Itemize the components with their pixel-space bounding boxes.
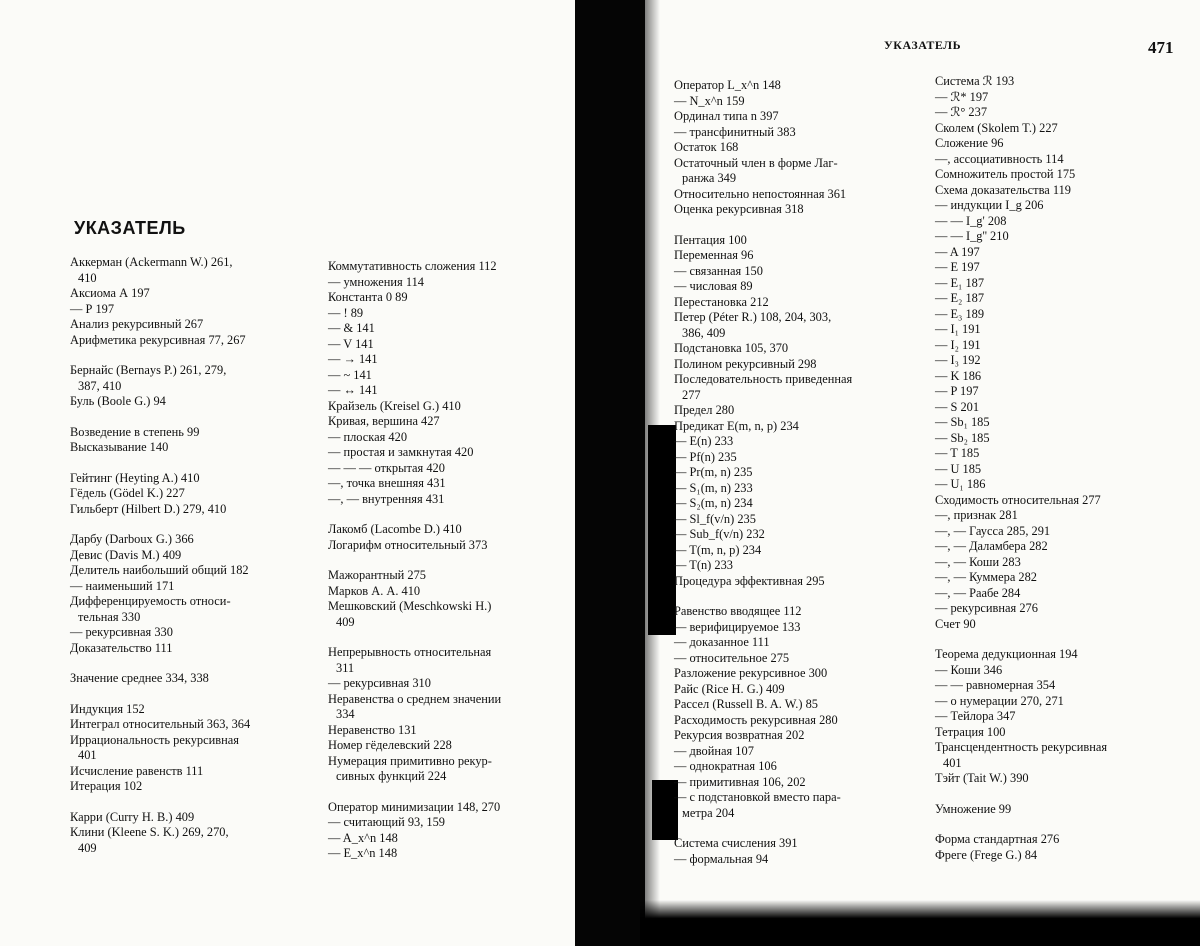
index-entry: Ординал типа n 397 bbox=[674, 109, 779, 123]
index-entry: Оператор L_x^n 148 bbox=[674, 78, 781, 92]
index-entry-continuation: ранжа 349 bbox=[682, 171, 737, 185]
index-entry: Дарбу (Darboux G.) 366 bbox=[70, 532, 194, 546]
index-entry: Неравенство 131 bbox=[328, 722, 417, 737]
index-entry: Тетрация 100 bbox=[935, 724, 1006, 739]
index-entry: Аксиома А 197 bbox=[70, 286, 150, 300]
index-entry: — Sb₂ 185 bbox=[935, 430, 990, 445]
index-entry: Доказательство 111 bbox=[70, 640, 173, 655]
index-entry: — I₃ 192 bbox=[935, 353, 981, 367]
index-entry: Полином рекурсивный 298 bbox=[674, 356, 817, 371]
index-entry: —, — Куммера 282 bbox=[935, 570, 1037, 584]
index-entry: — S₂(m, n) 234 bbox=[674, 496, 753, 510]
index-entry: Буль (Boole G.) 94 bbox=[70, 394, 166, 408]
index-entry: Высказывание 140 bbox=[70, 440, 169, 454]
index-entry: Райс (Rice H. G.) 409 bbox=[674, 681, 785, 696]
index-entry: Нумерация примитивно рекур- bbox=[328, 753, 492, 768]
index-entry: Иррациональность рекурсивная bbox=[70, 732, 239, 747]
index-entry: — P 197 bbox=[935, 384, 979, 398]
index-entry: — S₁(m, n) 233 bbox=[674, 480, 753, 495]
index-entry-continuation: сивных функций 224 bbox=[336, 769, 447, 783]
index-entry: Гёдель (Gödel K.) 227 bbox=[70, 486, 185, 500]
index-entry: Гильберт (Hilbert D.) 279, 410 bbox=[70, 501, 227, 516]
index-column-2 bbox=[328, 259, 566, 862]
index-column-1 bbox=[70, 255, 313, 856]
index-entry: —, — внутренняя 431 bbox=[328, 491, 445, 506]
index-entry: Номер гёделевский 228 bbox=[328, 738, 452, 752]
index-entry-continuation: 409 bbox=[336, 614, 355, 629]
index-entry: Петер (Péter R.) 108, 204, 303, bbox=[674, 310, 832, 324]
index-entry: Предел 280 bbox=[674, 403, 735, 417]
index-entry: Сколем (Skolem T.) 227 bbox=[935, 120, 1058, 135]
index-entry: Оператор минимизации 148, 270 bbox=[328, 799, 501, 814]
index-entry-continuation: 401 bbox=[943, 755, 962, 770]
index-entry: — A 197 bbox=[935, 244, 980, 259]
index-entry: Схема доказательства 119 bbox=[935, 182, 1071, 197]
index-entry-continuation: тельная 330 bbox=[78, 609, 141, 624]
index-entry: Форма стандартная 276 bbox=[935, 832, 1060, 846]
index-entry: — индукции I_g 206 bbox=[935, 198, 1044, 212]
entry-gap bbox=[328, 785, 566, 800]
index-entry: Фреге (Frege G.) 84 bbox=[935, 847, 1038, 862]
index-entry: Счет 90 bbox=[935, 616, 976, 631]
index-entry: — I₂ 191 bbox=[935, 337, 981, 352]
index-entry: — рекурсивная 276 bbox=[935, 601, 1038, 615]
index-entry-continuation: 410 bbox=[78, 270, 97, 285]
entry-gap bbox=[70, 656, 313, 671]
entry-gap bbox=[328, 630, 566, 645]
index-entry: Трансцендентность рекурсивная bbox=[935, 740, 1108, 754]
entry-gap bbox=[328, 507, 566, 522]
index-entry: — однократная 106 bbox=[674, 759, 777, 773]
index-entry: — относительное 275 bbox=[674, 650, 790, 665]
index-entry: — Sl_f(v/n) 235 bbox=[674, 511, 756, 526]
index-entry: — N_x^n 159 bbox=[674, 93, 745, 108]
index-entry: — E 197 bbox=[935, 260, 980, 274]
index-entry: Система счисления 391 bbox=[674, 836, 798, 850]
index-entry: — о нумерации 270, 271 bbox=[935, 693, 1064, 708]
index-entry: — рекурсивная 330 bbox=[70, 625, 173, 639]
index-entry: Перестановка 212 bbox=[674, 294, 769, 309]
index-entry: — → 141 bbox=[328, 352, 378, 366]
index-entry: — ! 89 bbox=[328, 305, 364, 320]
index-entry: — — — открытая 420 bbox=[328, 460, 445, 475]
index-entry: Предикат E(m, n, p) 234 bbox=[674, 418, 799, 433]
entry-gap bbox=[70, 456, 313, 471]
index-entry: Исчисление равенств 111 bbox=[70, 763, 204, 778]
index-entry: — ~ 141 bbox=[328, 367, 372, 382]
index-entry: — E₁ 187 bbox=[935, 275, 985, 290]
index-entry-continuation: 387, 410 bbox=[78, 378, 122, 393]
index-entry: — ℛ* 197 bbox=[935, 89, 989, 104]
index-entry: — умножения 114 bbox=[328, 274, 424, 289]
index-entry: Рекурсия возвратная 202 bbox=[674, 728, 805, 742]
index-entry: Разложение рекурсивное 300 bbox=[674, 666, 828, 680]
index-entry-continuation: 409 bbox=[78, 840, 97, 855]
entry-gap bbox=[70, 795, 313, 810]
entry-gap bbox=[674, 821, 914, 836]
index-entry: — трансфинитный 383 bbox=[674, 124, 796, 139]
index-entry: Тэйт (Tait W.) 390 bbox=[935, 771, 1029, 785]
index-entry: — считающий 93, 159 bbox=[328, 815, 445, 829]
entry-gap bbox=[674, 218, 914, 233]
index-entry: — верифицируемое 133 bbox=[674, 619, 801, 634]
index-entry: Девис (Davis M.) 409 bbox=[70, 547, 182, 562]
index-entry-continuation: 277 bbox=[682, 387, 701, 402]
index-entry: Неравенства о среднем значении bbox=[328, 691, 502, 706]
entry-gap bbox=[70, 517, 313, 532]
index-entry-continuation: метра 204 bbox=[682, 805, 735, 820]
index-entry: — с подстановкой вместо пара- bbox=[674, 790, 841, 804]
index-entry: —, — Даламбера 282 bbox=[935, 539, 1048, 553]
index-entry: Индукция 152 bbox=[70, 701, 145, 716]
index-entry: — I₁ 191 bbox=[935, 322, 981, 336]
index-entry: Гейтинг (Heyting A.) 410 bbox=[70, 470, 200, 485]
index-column-3 bbox=[674, 78, 914, 867]
index-entry: Арифметика рекурсивная 77, 267 bbox=[70, 332, 246, 347]
index-entry-continuation: 334 bbox=[336, 707, 355, 721]
index-entry: — ↔ 141 bbox=[328, 383, 378, 397]
index-entry: Сходимость относительная 277 bbox=[935, 492, 1101, 507]
index-entry: Марков А. А. 410 bbox=[328, 583, 421, 598]
index-entry: — Sub_f(v/n) 232 bbox=[674, 527, 765, 541]
index-entry: Итерация 102 bbox=[70, 779, 143, 793]
index-column-4 bbox=[935, 74, 1171, 863]
index-entry: Крайзель (Kreisel G.) 410 bbox=[328, 398, 461, 413]
index-entry: Возведение в степень 99 bbox=[70, 424, 200, 439]
index-entry: — Pr(m, n) 235 bbox=[674, 465, 753, 479]
index-entry: — U₁ 186 bbox=[935, 477, 986, 491]
page-number: 471 bbox=[1148, 38, 1174, 57]
scan-shadow-blot bbox=[648, 425, 676, 635]
index-entry: Мешковский (Meschkowski H.) bbox=[328, 599, 492, 613]
index-entry: — простая и замкнутая 420 bbox=[328, 445, 474, 459]
index-entry: — примитивная 106, 202 bbox=[674, 774, 806, 789]
index-entry: Клини (Kleene S. K.) 269, 270, bbox=[70, 825, 229, 839]
index-entry: — E_x^n 148 bbox=[328, 846, 398, 860]
index-entry-continuation: 386, 409 bbox=[682, 325, 726, 340]
index-entry: —, ассоциативность 114 bbox=[935, 151, 1064, 166]
bottom-scan-shadow bbox=[640, 900, 1200, 946]
entry-gap bbox=[70, 348, 313, 363]
running-head: УКАЗАТЕЛЬ bbox=[884, 38, 962, 52]
index-entry: — наименьший 171 bbox=[70, 578, 175, 593]
index-entry: Значение среднее 334, 338 bbox=[70, 671, 209, 685]
entry-gap bbox=[70, 410, 313, 425]
index-entry: — — равномерная 354 bbox=[935, 678, 1056, 692]
index-entry: — Р 197 bbox=[70, 301, 115, 316]
index-entry: Интеграл относительный 363, 364 bbox=[70, 717, 251, 731]
page-title: УКАЗАТЕЛЬ bbox=[74, 218, 186, 238]
index-entry: — формальная 94 bbox=[674, 851, 769, 866]
index-entry: — ℛ° 237 bbox=[935, 105, 988, 119]
index-entry: — A_x^n 148 bbox=[328, 830, 398, 845]
index-entry: Лакомб (Lacombe D.) 410 bbox=[328, 522, 462, 536]
entry-gap bbox=[935, 817, 1171, 832]
index-entry: — рекурсивная 310 bbox=[328, 676, 431, 690]
index-entry: Пентация 100 bbox=[674, 232, 747, 247]
entry-gap bbox=[674, 589, 914, 604]
index-entry: Относительно непостоянная 361 bbox=[674, 186, 847, 201]
index-entry: Остаточный член в форме Лаг- bbox=[674, 155, 838, 170]
index-entry: — V 141 bbox=[328, 336, 374, 351]
entry-gap bbox=[935, 787, 1171, 802]
index-entry: Анализ рекурсивный 267 bbox=[70, 317, 204, 331]
index-entry: — Pf(n) 235 bbox=[674, 449, 737, 464]
index-entry: Сомножитель простой 175 bbox=[935, 167, 1076, 181]
index-entry: Коммутативность сложения 112 bbox=[328, 259, 497, 273]
index-entry: — T(m, n, p) 234 bbox=[674, 542, 762, 557]
index-entry: — плоская 420 bbox=[328, 429, 408, 444]
index-entry: Равенство вводящее 112 bbox=[674, 604, 802, 618]
index-entry: Аккерман (Ackermann W.) 261, bbox=[70, 255, 233, 269]
index-entry: — двойная 107 bbox=[674, 743, 754, 758]
index-entry: Делитель наибольший общий 182 bbox=[70, 563, 249, 577]
index-entry: Оценка рекурсивная 318 bbox=[674, 202, 804, 216]
index-entry: Теорема дедукционная 194 bbox=[935, 647, 1078, 661]
index-entry: Логарифм относительный 373 bbox=[328, 537, 488, 552]
entry-gap bbox=[328, 553, 566, 568]
index-entry: Непрерывность относительная bbox=[328, 645, 492, 659]
index-entry: — Sb₁ 185 bbox=[935, 415, 990, 429]
index-entry: Процедура эффективная 295 bbox=[674, 573, 825, 588]
index-entry: Умножение 99 bbox=[935, 801, 1012, 816]
index-entry: —, — Раабе 284 bbox=[935, 585, 1021, 600]
index-entry: Дифференцируемость относи- bbox=[70, 594, 231, 608]
entry-gap bbox=[70, 687, 313, 702]
index-entry: —, признак 281 bbox=[935, 508, 1018, 522]
index-entry: Карри (Curry H. B.) 409 bbox=[70, 809, 195, 824]
index-entry: — связанная 150 bbox=[674, 263, 763, 278]
index-entry: — T 185 bbox=[935, 446, 980, 460]
index-entry: Мажорантный 275 bbox=[328, 568, 426, 582]
index-entry: Расходимость рекурсивная 280 bbox=[674, 712, 838, 727]
index-entry: — S 201 bbox=[935, 399, 980, 414]
index-entry: — U 185 bbox=[935, 461, 982, 476]
index-entry: —, — Гаусса 285, 291 bbox=[935, 523, 1051, 538]
index-entry: Рассел (Russell B. A. W.) 85 bbox=[674, 697, 818, 711]
index-entry: —, точка внешняя 431 bbox=[328, 476, 446, 490]
index-entry: — E₃ 189 bbox=[935, 306, 985, 321]
index-entry: — Коши 346 bbox=[935, 662, 1003, 677]
index-entry: Кривая, вершина 427 bbox=[328, 414, 440, 428]
index-entry: — доказанное 111 bbox=[674, 635, 770, 649]
index-entry: — — I_g' 208 bbox=[935, 213, 1007, 228]
index-entry: — K 186 bbox=[935, 368, 982, 383]
index-entry: — — I_g'' 210 bbox=[935, 229, 1009, 243]
index-entry: Сложение 96 bbox=[935, 136, 1004, 150]
index-entry: Бернайс (Bernays P.) 261, 279, bbox=[70, 363, 227, 377]
index-entry: — Тейлора 347 bbox=[935, 709, 1016, 723]
index-entry: — числовая 89 bbox=[674, 279, 753, 293]
index-entry-continuation: 311 bbox=[336, 660, 355, 675]
index-entry: — E(n) 233 bbox=[674, 434, 734, 448]
index-entry: Переменная 96 bbox=[674, 248, 754, 262]
index-entry: Остаток 168 bbox=[674, 140, 739, 154]
index-entry: — & 141 bbox=[328, 321, 375, 335]
index-entry: — T(n) 233 bbox=[674, 558, 733, 572]
index-entry: Подстановка 105, 370 bbox=[674, 341, 789, 355]
index-entry: — E₂ 187 bbox=[935, 291, 985, 305]
index-entry: —, — Коши 283 bbox=[935, 554, 1021, 569]
index-entry: Последовательность приведенная bbox=[674, 372, 853, 386]
index-entry-continuation: 401 bbox=[78, 748, 97, 762]
index-entry: Система ℛ 193 bbox=[935, 74, 1015, 88]
entry-gap bbox=[935, 632, 1171, 647]
index-entry: Константа 0 89 bbox=[328, 290, 408, 304]
